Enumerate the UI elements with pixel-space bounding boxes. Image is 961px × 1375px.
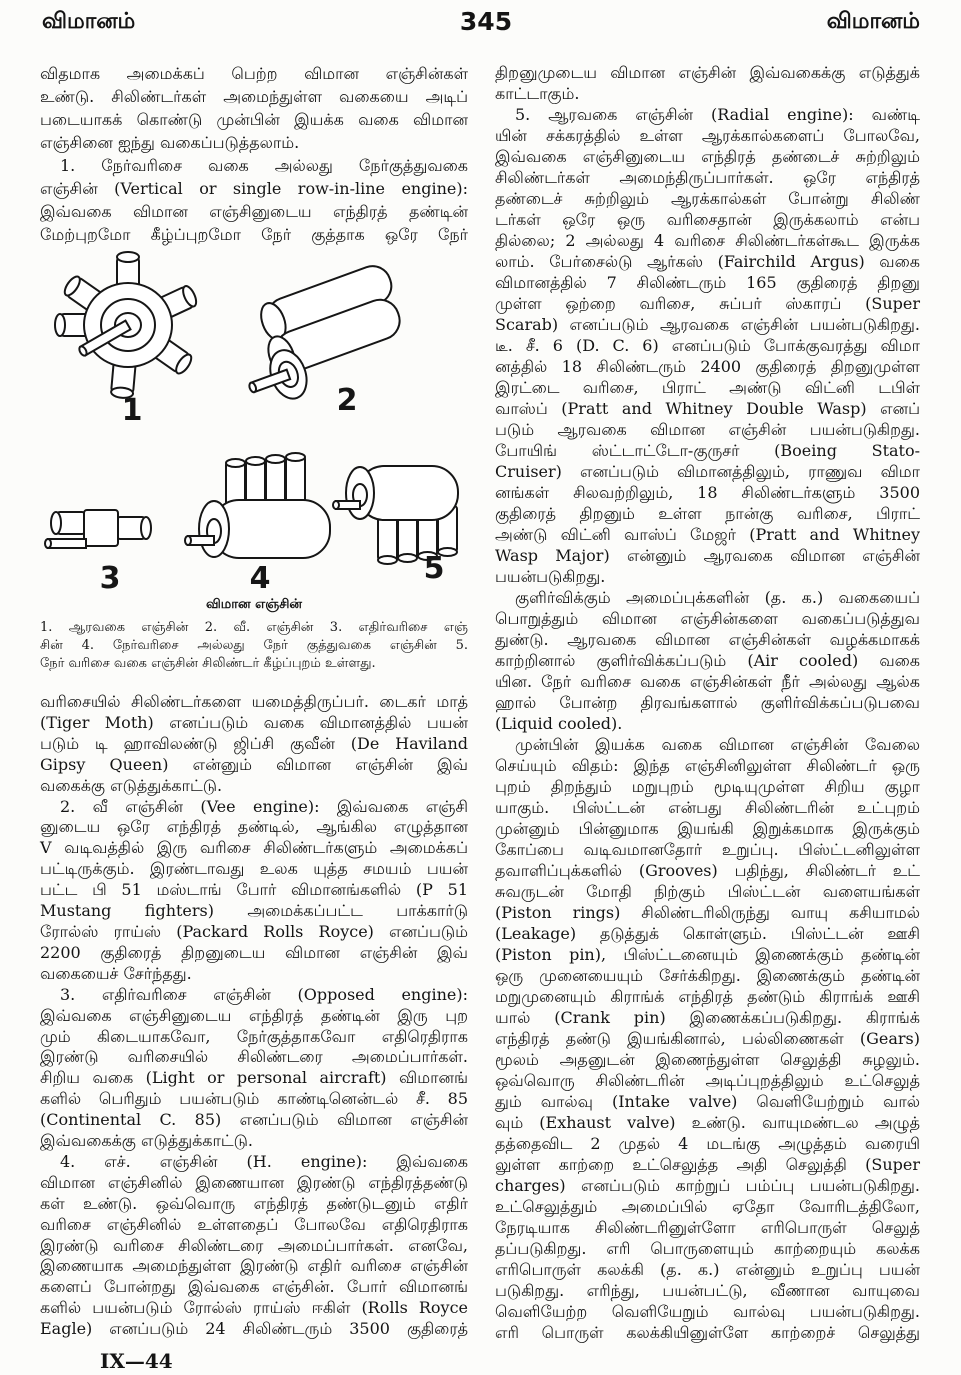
right-column-line: Cruiser) எனப்படும் விமானத்திலும், ராணுவ விமா: [495, 462, 920, 481]
opposed-engine-drawing: [45, 510, 151, 595]
right-column-line: குதிரைத் திறனும் உள்ள நான்கு வரிசை, பிராட்: [495, 504, 920, 523]
left-column-line: படும் டி ஹாவிலண்டு ஜிப்சி குவீன் (De Haviland: [40, 733, 468, 753]
figure-caption: [40, 619, 468, 673]
figure-caption-line: சின் 4. நேர்வரிசை அல்லது நேர் குத்துவகை எஞ்சின் 5.: [40, 638, 468, 653]
figure-caption-line: 1. ஆரவகை எஞ்சின் 2. வீ. எஞ்சின் 3. எதிர்வரிசை எஞ்: [40, 620, 468, 635]
right-column-line: போயிங் ஸ்ட்டாட்டோ-குருசர் (Boeing Stato-: [495, 441, 920, 460]
right-column-line: charges) எனப்படும் காற்றுப் பம்ப்பு பயன்படுகிறது.: [495, 1176, 920, 1195]
left-column-line: பட்ட பி 51 மஸ்டாங் போர் விமானங்களில் (P 51: [40, 880, 468, 900]
right-column-line: னங்கள் சிலவற்றிலும், 18 சிலிண்டர்களும் 3500: [495, 483, 920, 502]
page-number: 345: [459, 7, 513, 36]
figure-label-4: 4: [249, 561, 271, 595]
right-column-line: னத்தில் 18 சிலிண்டரும் 2400 குதிரைத் திறனுமுள்ள: [495, 357, 920, 376]
left-column-line: 2200 குதிரைத் திறனுடைய விமான எஞ்சின் இவ்: [40, 942, 468, 962]
right-column-line: துண்டு. ஆரவகை விமான எஞ்சின்கள் வழக்கமாகக்: [495, 630, 920, 649]
right-column-line: விமானத்தில் 7 சிலிண்டரும் 165 குதிரைத் திறனு: [495, 273, 920, 292]
figure-caption-line: நேர் வரிசை வகை எஞ்சின் சிலிண்டர் கீழ்ப்புறம் உள்ளது.: [40, 656, 376, 671]
right-column-line: தும் வால்வு (Intake valve) வெளியேற்றும் வால்: [495, 1092, 920, 1111]
left-column-line: வரிசை எஞ்சினில் உள்ளதைப் போலவே எதிரெதிராக: [40, 1214, 468, 1234]
right-column-line: தில்லை; 2 அல்லது 4 வரிசை சிலிண்டர்கள்கூட இருக்க: [495, 231, 920, 250]
left-column-line: இணையாக அமைந்துள்ள இரண்டு எதிர் வரிசை எஞ்சின்: [40, 1256, 468, 1276]
right-column-line: அண்டு விட்னி வாஸ்ப் மேஜர் (Pratt and Whitney: [495, 525, 920, 544]
vee-engine-drawing: [225, 261, 418, 418]
left-column-top-line: மேற்புறமோ கீழ்ப்புறமோ நேர் குத்தாக ஒரே நேர்: [40, 225, 468, 244]
right-column-line: (Liquid cooled).: [495, 714, 623, 733]
radial-engine-drawing: [55, 252, 199, 428]
right-column-line: யின் சக்கரத்தில் உள்ள ஆரக்கால்களைப் போலவே,: [495, 126, 920, 145]
right-column-line: டர்கள் ஒரே ஒரு வரிசைதான் இருக்கலாம் என்ப: [495, 210, 920, 229]
left-column-top-line: இவ்வகை விமான எஞ்சினுடைய எந்திரத் தண்டின்: [40, 202, 468, 221]
right-column-line: புறம் திறந்தும் மறுபுறம் மூடியுமுள்ள சிறிய குழா: [495, 777, 920, 796]
right-column-line: மூலம் அதனுடன் இணைந்துள்ள செலுத்தி சுழலும்.: [495, 1050, 920, 1069]
figure-label-5: 5: [423, 551, 445, 586]
figure-label-3: 3: [99, 561, 121, 595]
right-column-line: (Piston pin), பிஸ்ட்டனையும் இணைக்கும் தண்டின்: [495, 945, 920, 964]
aircraft-engine-figure: [30, 250, 470, 595]
left-column-line: 4. எச். எஞ்சின் (H. engine): இவ்வகை: [60, 1151, 468, 1171]
left-column-line: மும் கிடையாகவோ, நேர்குத்தாகவோ எதிரெதிராக: [40, 1026, 468, 1046]
left-column-top-line: உண்டு. சிலிண்டர்கள் அமைந்துள்ள வகையை அடிப்: [40, 87, 468, 106]
figure-label-1: 1: [121, 393, 143, 428]
right-column-line: வாஸ்ப் (Pratt and Whitney Double Wasp) எனப்: [495, 399, 920, 418]
left-column-line: (Tiger Moth) எனப்படும் வகை விமானத்தில் பயன்: [40, 712, 468, 732]
left-column-line: இவ்வகைக்கு எடுத்துக்காட்டு.: [40, 1131, 253, 1151]
right-column-line: திறனுமுடைய விமான எஞ்சின் இவ்வகைக்கு எடுத்துக்: [495, 63, 920, 82]
right-column-line: பொறுத்தும் விமான எஞ்சின்களை வகைப்படுத்துவ: [495, 609, 920, 628]
right-column-line: காட்டாகும்.: [495, 84, 580, 103]
left-column-line: கள் உண்டு. ஒவ்வொரு எந்திரத் தண்டுடனும் எதிர்: [40, 1193, 468, 1213]
right-column-line: எந்திரத் தண்டு இயங்கினால், பல்லிணைகள் (Gears): [495, 1029, 920, 1048]
left-column-line: V வடிவத்தில் இரு வரிசை சிலிண்டர்களும் அமைக்கப்: [40, 838, 468, 858]
right-column-line: ஒவ்வொரு சிலிண்டரின் அடிப்புறத்திலும் உட்செலுத்: [495, 1071, 920, 1090]
right-column-line: இரட்டை வரிசை, பிராட் அண்டு விட்னி டபிள்: [495, 378, 920, 397]
inline-engine-drawing: [185, 453, 330, 595]
right-column-line: Scarab) எனப்படும் ஆரவகை எஞ்சின் பயன்படுகிறது.: [495, 315, 920, 334]
left-column-line: வகையைச் சேர்ந்தது.: [40, 963, 192, 983]
right-column-line: தப்படுகிறது. எரி பொருளையும் காற்றையும் கலக்க: [495, 1239, 920, 1258]
right-column-line: இவ்வகை எஞ்சினுடைய எந்திரத் தண்டைச் சுற்றிலும்: [495, 147, 920, 166]
right-column-line: படுகிறது. எரிந்து, பயன்பட்டு, வீணான வாயுவை: [495, 1281, 920, 1300]
running-head-right: விமானம்: [826, 9, 920, 34]
right-column-line: நேரடியாக சிலிண்டரினுள்ளோ எரிபொருள் செலுத்: [495, 1218, 920, 1237]
right-column-line: முன்பின் இயக்க வகை விமான எஞ்சின் வேலை: [515, 735, 920, 754]
right-column-line: மறுமுனையும் கிராங்க் எந்திரத் தண்டும் கிராங்க் ஊசி: [495, 987, 920, 1006]
left-column-line: பட்டிருக்கும். இரண்டாவது உலக யுத்த சமயம் பயன்: [40, 859, 468, 879]
right-column-line: தத்தைவிட 2 முதல் 4 மடங்கு அழுத்தம் வரையி: [495, 1134, 920, 1153]
right-column-line: லாம். பேர்சைல்டு ஆர்கஸ் (Fairchild Argus) வகை: [495, 252, 920, 271]
right-column-line: சிலிண்டர்கள் அமைந்திருப்பார்கள். ஒரே எந்திரத்: [495, 168, 920, 187]
left-column-top-line: எஞ்சினை ஐந்து வகைப்படுத்தலாம்.: [40, 133, 300, 152]
right-column-line: பயன்படுகிறது.: [495, 567, 606, 586]
running-head-left: விமானம்: [42, 9, 136, 34]
left-column-text: [40, 692, 468, 1340]
right-column-line: எரிபொருள் கலக்கி (த. க.) என்னும் உறுப்பு பயன்: [495, 1260, 920, 1279]
right-column-line: தண்டைச் சுற்றிலும் ஆரக்கால்கள் போன்று சிலிண்: [495, 189, 920, 208]
right-column-line: Wasp Major) என்னும் ஆரவகை விமான எஞ்சின்: [495, 546, 920, 565]
left-column-line: வரிசையில் சிலிண்டர்களை யமைத்திருப்பர். டைகர் மாத்: [40, 692, 468, 711]
right-column-line: ஒரு முனையையும் சேர்க்கிறது. இணைக்கும் தண்டின்: [495, 966, 920, 985]
right-column-line: செய்யும் விதம்: இந்த எஞ்சினிலுள்ள சிலிண்டர் ஒரு: [495, 756, 920, 775]
left-column-line: சிறிய வகை (Light or personal aircraft) விமானங்: [40, 1068, 468, 1088]
right-column-line: யால் (Crank pin) இணைக்கப்படுகிறது. கிராங்க்: [495, 1008, 920, 1027]
left-column-line: களைப் போன்றது இவ்வகை எஞ்சின். போர் விமானங்: [40, 1277, 468, 1297]
right-column-line: வும் (Exhaust valve) உண்டு. வாயுமண்டல அழுத்: [495, 1113, 920, 1132]
left-column-top-line: படையாகக் கொண்டு முன்பின் இயக்க வகை விமான: [40, 110, 468, 129]
inverted-inline-engine-drawing: [333, 466, 458, 586]
right-column-line: (Leakage) தடுத்துக் கொள்ளும். பிஸ்ட்டன் ஊசி: [495, 924, 920, 943]
right-column-line: முள்ள ஒற்றை வரிசை, சுப்பர் ஸ்காரப் (Super: [495, 294, 920, 313]
left-column-line: னுடைய ஒரே எந்திரத் தண்டில், ஆங்கில எழுத்தான: [40, 817, 468, 837]
left-column-line: Mustang fighters) அமைக்கப்பட்ட பாக்கார்டு: [40, 901, 468, 921]
left-column-line: விமான எஞ்சினில் இணையான இரண்டு எந்திரத்தண்டு: [40, 1172, 468, 1192]
left-column-top-line: விதமாக அமைக்கப் பெற்ற விமான எஞ்சின்கள்: [40, 64, 468, 83]
left-column-top-line: 1. நேர்வரிசை வகை அல்லது நேர்குத்துவகை: [60, 156, 468, 175]
left-column-line: இரண்டு வரிசையில் சிலிண்டரை அமைப்பார்கள்.: [40, 1047, 468, 1067]
right-column-line: உட்செலுத்தும் அமைப்பில் ஏதோ வோரிடத்திலோ,: [495, 1197, 920, 1216]
figure-label-2: 2: [336, 383, 358, 418]
left-column-top-text: [40, 62, 468, 246]
right-column-line: யாகும். பிஸ்ட்டன் என்பது சிலிண்டரின் உட்புறம்: [495, 798, 920, 817]
right-column-line: டீ. சீ. 6 (D. C. 6) எனப்படும் போக்குவரத்து விமா: [495, 336, 920, 355]
right-column-line: குளிர்விக்கும் அமைப்புக்களின் (த. க.) வகையைப்: [515, 588, 920, 607]
left-column-line: 2. வீ எஞ்சின் (Vee engine): இவ்வகை எஞ்சி: [60, 796, 468, 816]
right-column-line: படும் ஆரவகை விமான எஞ்சின் பயன்படுகிறது.: [495, 420, 920, 439]
footer-signature: IX—44: [100, 1349, 173, 1373]
left-column-line: (Continental C. 85) எனப்படும் விமான எஞ்சின்: [40, 1110, 468, 1130]
right-column-text: [495, 62, 920, 1343]
left-column-line: களில் பயன்படும் ரோல்ஸ் ராய்ஸ் ஈகிள் (Rolls Royce: [40, 1298, 468, 1318]
right-column-line: 5. ஆரவகை எஞ்சின் (Radial engine): வண்டி: [515, 105, 920, 124]
left-column-line: இவ்வகை எஞ்சினுடைய எந்திரத் தண்டின் இரு புற: [40, 1005, 468, 1025]
right-column-line: யின. நேர் வரிசை வகை எஞ்சின்கள் நீர் அல்லது ஆல்க: [495, 672, 920, 691]
right-column-line: காற்றினால் குளிர்விக்கப்படும் (Air cooled) வகை: [495, 651, 920, 670]
right-column-line: வெளியேற்ற வெளியேறும் வால்வு பயன்படுகிறது.: [495, 1302, 920, 1321]
left-column-line: 3. எதிர்வரிசை எஞ்சின் (Opposed engine):: [60, 984, 468, 1004]
right-column-line: சுவருடன் மோதி நிற்கும் பிஸ்ட்டன் வளையங்கள்: [495, 882, 920, 901]
left-column-line: இரண்டு வரிசை சிலிண்டரை அமைப்பார்கள். எனவே,: [40, 1235, 468, 1255]
right-column-line: எரி பொருள் கலக்கியினுள்ளே காற்றைச் செலுத்து: [495, 1323, 920, 1342]
right-column-line: லுள்ள காற்றை உட்செலுத்த அதி செலுத்தி (Super: [495, 1155, 920, 1174]
figure-title: விமான எஞ்சின்: [205, 597, 303, 612]
left-column-line: Eagle) எனப்படும் 24 சிலிண்டரும் 3500 குதிரைத்: [40, 1319, 468, 1339]
right-column-line: ஹால் போன்ற திரவங்களால் குளிர்விக்கப்படுபவை: [495, 693, 920, 712]
right-column-line: (Piston rings) சிலிண்டரிலிருந்து வாயு கசியாமல்: [495, 903, 920, 922]
left-column-line: களில் பெரிதும் பயன்படும் காண்டினென்டல் சீ. 85: [40, 1089, 468, 1109]
left-column-line: வகைக்கு எடுத்துக்காட்டு.: [40, 775, 223, 795]
left-column-top-line: எஞ்சின் (Vertical or single row-in-line engine):: [40, 179, 468, 198]
left-column-line: ரோல்ஸ் ராய்ஸ் (Packard Rolls Royce) எனப்படும்: [40, 921, 468, 941]
left-column-line: Gipsy Queen) என்னும் விமான எஞ்சின் இவ்: [40, 754, 468, 774]
right-column-line: முன்னும் பின்னுமாக இயங்கி இறுக்கமாக இருக்கும்: [495, 819, 920, 838]
right-column-line: கோப்பை வடிவமானதோர் உறுப்பு. பிஸ்ட்டனிலுள்ள: [495, 840, 920, 859]
right-column-line: தவாளிப்புக்களில் (Grooves) பதிந்து, சிலிண்டர் உட்: [495, 861, 920, 880]
